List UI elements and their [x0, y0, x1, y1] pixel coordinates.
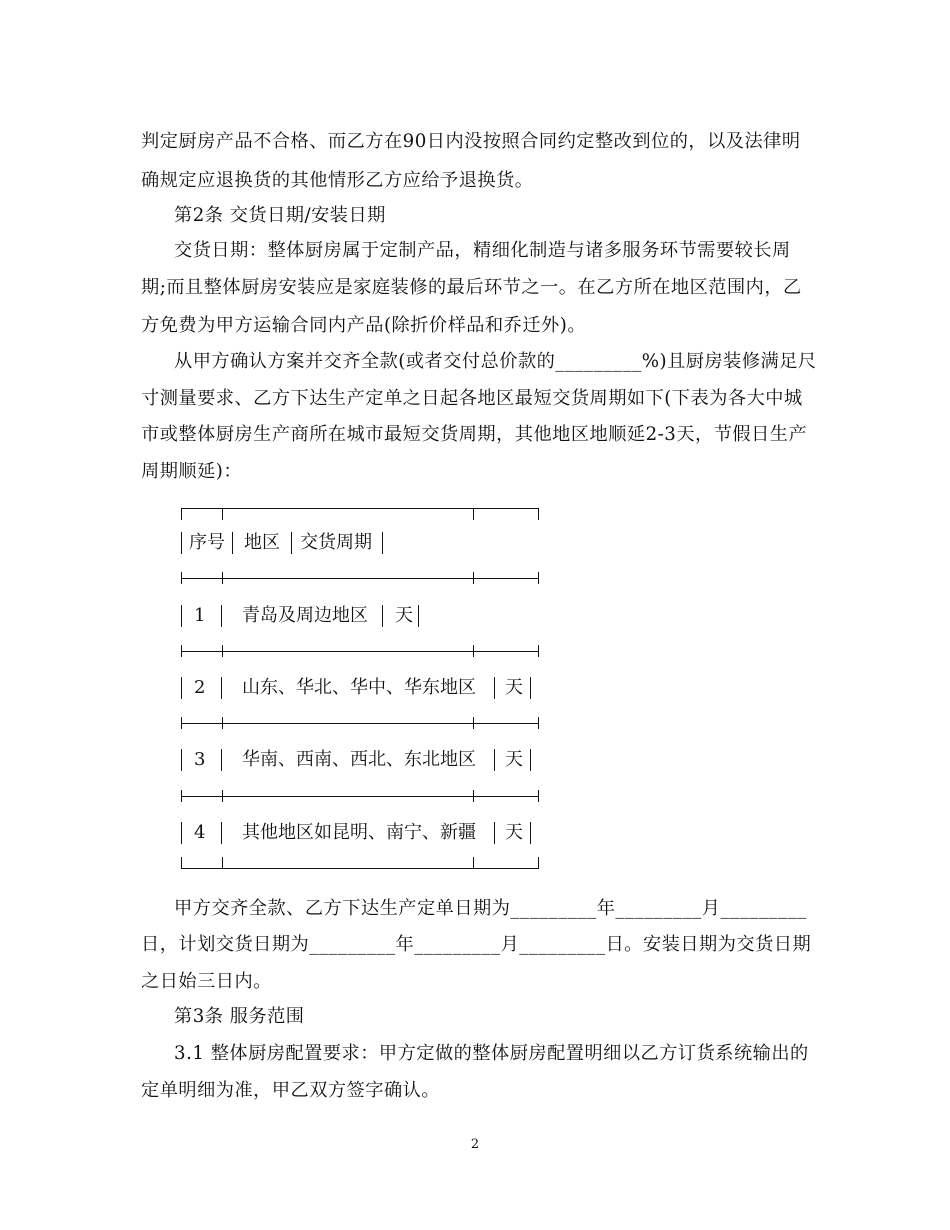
table-header-region: 地区: [244, 532, 280, 553]
table-header-no: 序号: [189, 532, 225, 553]
paragraph-line: 确规定应退换货的其他情形乙方应给予退换货。: [141, 170, 534, 191]
paragraph-line: 方免费为甲方运输合同内产品(除折价样品和乔迁外)。: [141, 315, 587, 336]
paragraph-line: 市或整体厨房生产商所在城市最短交货周期，其他地区地顺延2-3天，节假日生产: [141, 424, 808, 445]
table-row-no: 1: [194, 605, 206, 626]
article-2-title: 第2条 交货日期/安装日期: [174, 205, 386, 226]
table-row-no: 3: [194, 749, 206, 770]
paragraph-line: 判定厨房产品不合格、而乙方在90日内没按照合同约定整改到位的，以及法律明: [141, 131, 801, 152]
paragraph-line: 3.1 整体厨房配置要求：甲方定做的整体厨房配置明细以乙方订货系统输出的: [174, 1043, 809, 1064]
table-row-unit: 天: [395, 605, 413, 626]
table-row-region: 其他地区如昆明、南宁、新疆: [242, 822, 476, 843]
table-row-region: 山东、华北、华中、华东地区: [242, 677, 476, 698]
paragraph-line: 期;而且整体厨房安装应是家庭装修的最后环节之一。在乙方所在地区范围内，乙: [141, 277, 802, 298]
table-header-period: 交货周期: [300, 532, 372, 553]
paragraph-line: 从甲方确认方案并交齐全款(或者交付总价款的_________%)且厨房装修满足尺: [174, 351, 817, 372]
table-row-unit: 天: [505, 677, 523, 698]
paragraph-line: 定单明细为准，甲乙双方签字确认。: [141, 1080, 441, 1101]
paragraph-line: 之日始三日内。: [141, 971, 272, 992]
paragraph-line: 周期顺延)：: [141, 461, 243, 482]
table-rule: [181, 508, 539, 509]
table-row-no: 4: [194, 822, 206, 843]
paragraph-line: 甲方交齐全款、乙方下达生产定单日期为_________年_________月_________: [174, 898, 807, 919]
paragraph-line: 寸测量要求、乙方下达生产定单之日起各地区最短交货周期如下(下表为各大中城: [141, 388, 803, 409]
paragraph-line: 日，计划交货日期为_________年_________月_________日。安装日期为交货日期: [141, 934, 812, 955]
table-row-region: 华南、西南、西北、东北地区: [242, 749, 476, 770]
table-row-region: 青岛及周边地区: [242, 605, 368, 626]
article-3-title: 第3条 服务范围: [174, 1006, 305, 1027]
paragraph-line: 交货日期：整体厨房属于定制产品，精细化制造与诸多服务环节需要较长周: [174, 240, 791, 261]
table-row-unit: 天: [505, 749, 523, 770]
table-row-no: 2: [194, 677, 206, 698]
page-number: 2: [470, 1137, 480, 1152]
table-row-unit: 天: [505, 822, 523, 843]
